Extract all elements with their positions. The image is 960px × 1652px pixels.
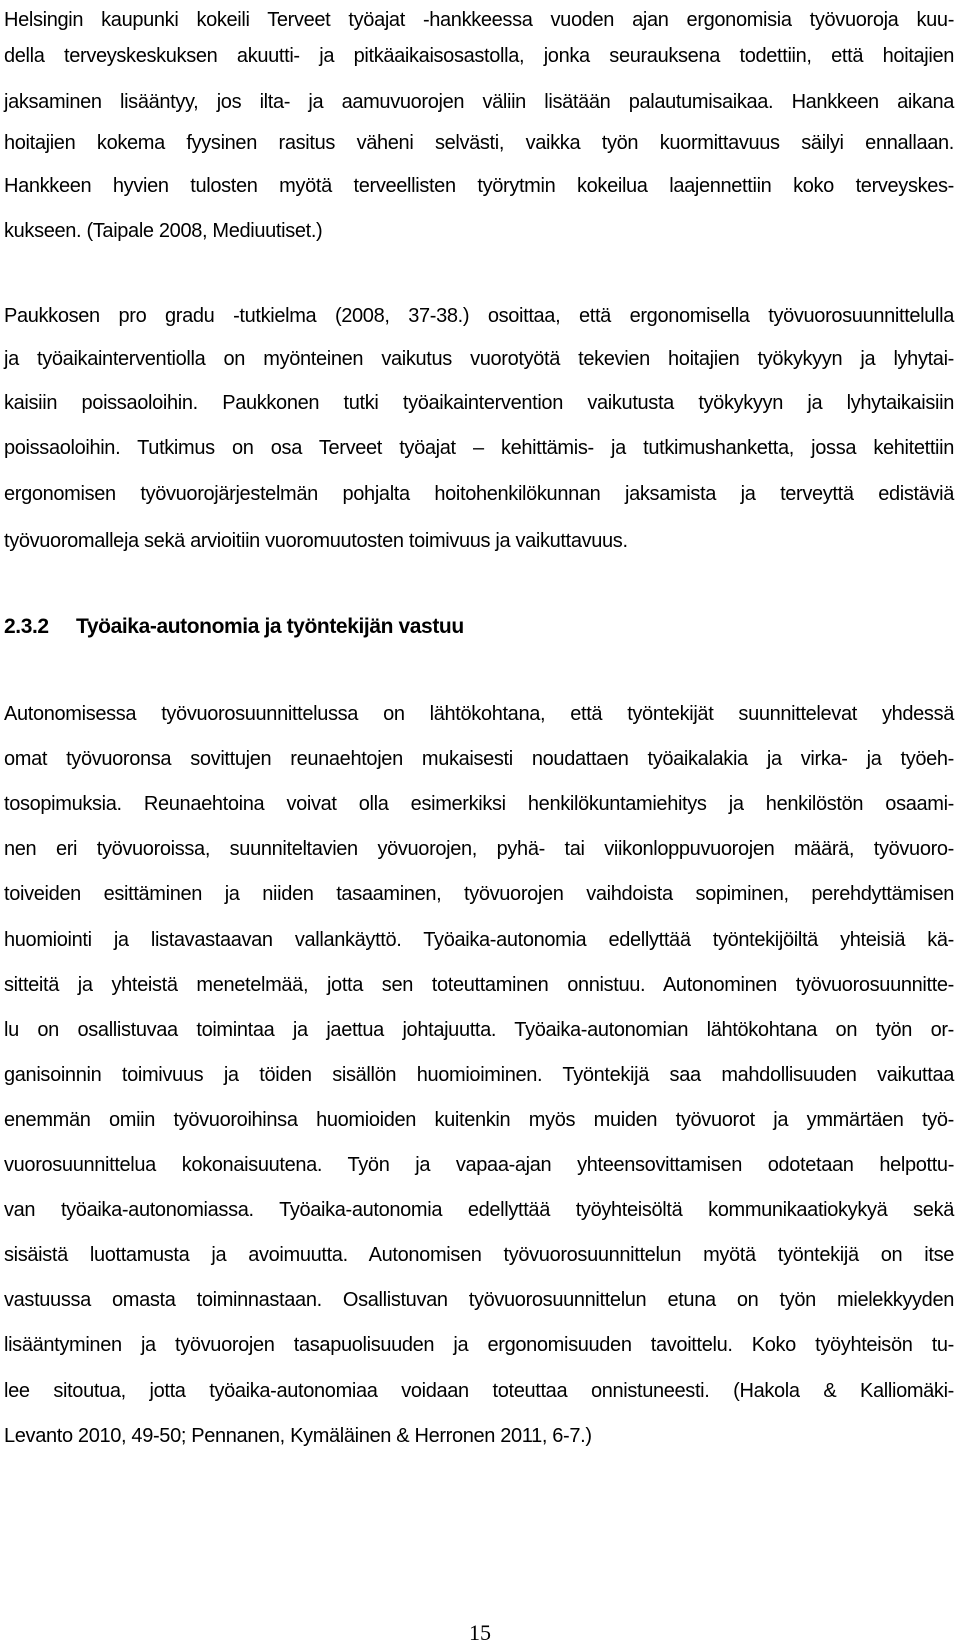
text-line: lisääntyminen ja työvuorojen tasapuolisuuden ja ergonomisuuden tavoittelu. Koko työyhteisön tu-: [4, 1334, 954, 1356]
text-line: tosopimuksia. Reunaehtoina voivat olla esimerkiksi henkilökuntamiehitys ja henkilöstön osaami-: [4, 793, 954, 815]
text-line: jaksaminen lisääntyy, jos ilta- ja aamuvuorojen väliin lisätään palautumisaikaa. Hankkeen aikana: [4, 91, 954, 113]
text-line: toiveiden esittäminen ja niiden tasaaminen, työvuorojen vaihdoista sopiminen, perehdyttämisen: [4, 883, 954, 905]
text-line: enemmän omiin työvuoroihinsa huomioiden kuitenkin myös muiden työvuorot ja ymmärtäen työ-: [4, 1109, 954, 1131]
text-line: Paukkosen pro gradu -tutkielma (2008, 37-38.) osoittaa, että ergonomisella työvuorosuunnittelulla: [4, 305, 954, 327]
text-line: lu on osallistuvaa toimintaa ja jaettua johtajuutta. Työaika-autonomian lähtökohtana on työn or-: [4, 1019, 954, 1041]
text-line: sisäistä luottamusta ja avoimuutta. Autonomisen työvuorosuunnittelun myötä työntekijä on itse: [4, 1244, 954, 1266]
text-line: Hankkeen hyvien tulosten myötä terveellisten työrytmin kokeilua laajennettiin koko terveyskes-: [4, 175, 954, 197]
text-line: Levanto 2010, 49-50; Pennanen, Kymäläinen & Herronen 2011, 6-7.): [4, 1425, 592, 1447]
section-heading: [4, 612, 464, 642]
text-line: ergonomisen työvuorojärjestelmän pohjalta hoitohenkilökunnan jaksamista ja terveyttä edistäviä: [4, 483, 954, 505]
text-line: Autonomisessa työvuorosuunnittelussa on lähtökohtana, että työntekijät suunnittelevat yhdessä: [4, 703, 954, 725]
text-line: vuorosuunnittelua kokonaisuutena. Työn ja vapaa-ajan yhteensovittamisen odotetaan helpottu-: [4, 1154, 954, 1176]
text-line: della terveyskeskuksen akuutti- ja pitkäaikaisosastolla, jonka seurauksena todettiin, että hoitajien: [4, 45, 954, 67]
text-line: nen eri työvuoroissa, suunniteltavien yövuorojen, pyhä- tai viikonloppuvuorojen määrä, työvuoro-: [4, 838, 954, 860]
text-line: kaisiin poissaoloihin. Paukkonen tutki työaikaintervention vaikutusta työkykyyn ja lyhytaikaisiin: [4, 392, 954, 414]
text-line: ganisoinnin toimivuus ja töiden sisällön huomioiminen. Työntekijä saa mahdollisuuden vaikuttaa: [4, 1064, 954, 1086]
text-line: ja työaikainterventiolla on myönteinen vaikutus vuorotyötä tekevien hoitajien työkykyyn ja lyhytai-: [4, 348, 954, 370]
text-line: kukseen. (Taipale 2008, Mediuutiset.): [4, 220, 323, 242]
section-title: Työaika-autonomia ja työntekijän vastuu: [76, 615, 464, 638]
text-line: omat työvuoronsa sovittujen reunaehtojen mukaisesti noudattaen työaikalakia ja virka- ja työeh-: [4, 748, 954, 770]
text-line: hoitajien kokema fyysinen rasitus väheni selvästi, vaikka työn kuormittavuus säilyi ennallaan.: [4, 132, 954, 154]
page-number: 15: [469, 1620, 491, 1645]
section-number: 2.3.2: [4, 615, 49, 638]
text-line: Helsingin kaupunki kokeili Terveet työajat -hankkeessa vuoden ajan ergonomisia työvuoroja kuu-: [4, 9, 954, 31]
text-line: huomiointi ja listavastaavan vallankäyttö. Työaika-autonomia edellyttää työntekijöiltä yhteisiä kä-: [4, 929, 954, 951]
text-line: sitteitä ja yhteistä menetelmää, jotta sen toteuttaminen onnistuu. Autonominen työvuorosuunnitte-: [4, 974, 954, 996]
text-line: poissaoloihin. Tutkimus on osa Terveet työajat – kehittämis- ja tutkimushanketta, jossa kehitettiin: [4, 437, 954, 459]
text-line: työvuoromalleja sekä arvioitiin vuoromuutosten toimivuus ja vaikuttavuus.: [4, 530, 628, 552]
text-line: van työaika-autonomiassa. Työaika-autonomia edellyttää työyhteisöltä kommunikaatiokykyä sekä: [4, 1199, 954, 1221]
text-line: vastuussa omasta toiminnastaan. Osallistuvan työvuorosuunnittelun etuna on työn mielekkyyden: [4, 1289, 954, 1311]
text-line: lee sitoutua, jotta työaika-autonomiaa voidaan toteuttaa onnistuneesti. (Hakola & Kalliomäki-: [4, 1380, 954, 1402]
